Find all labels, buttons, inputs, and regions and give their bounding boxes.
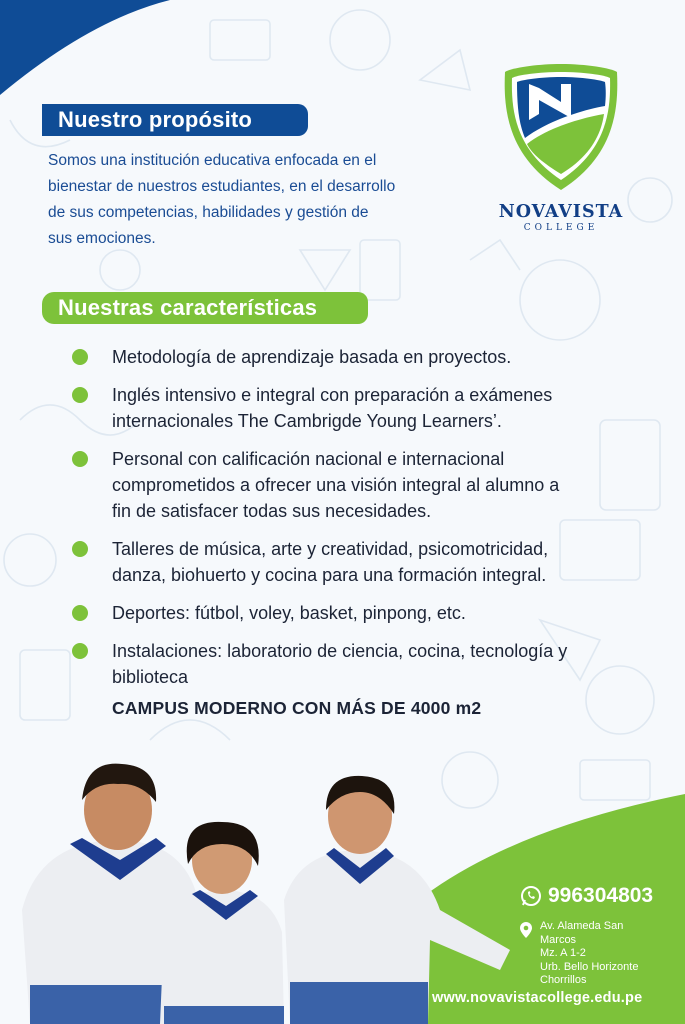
bullet-dot-icon [72,605,88,621]
bullet-dot-icon [72,541,88,557]
address-lines [540,920,653,988]
address [520,920,653,988]
feature-item [72,536,652,588]
feature-item [72,344,652,370]
top-left-corner-shape [0,0,170,95]
shield-logo-icon [501,62,621,192]
contact-block [520,884,654,986]
purpose-line: bienestar de nuestros estudiantes, en el desarrollo [48,178,396,195]
feature-item [72,638,652,690]
student-figure [284,776,510,1024]
feature-line: Personal con calificación nacional e internacional [112,449,505,469]
features-list [72,344,652,702]
logo-subtitle: COLLEGE [523,223,599,233]
feature-line: Talleres de música, arte y creatividad, psicomotricidad, [112,539,549,559]
feature-line: Metodología de aprendizaje basada en proyectos. [112,347,512,367]
student-figure [160,822,284,1024]
feature-line: danza, biohuerto y cocina para una formación integral. [112,565,547,585]
feature-line: biblioteca [112,667,189,687]
feature-line: comprometidos a ofrecer una visión integral al alumno a [112,475,560,495]
students-photo [0,760,540,1024]
novavista-logo [496,62,626,233]
feature-item [72,382,652,434]
whatsapp-icon [520,885,542,907]
campus-highlight: CAMPUS MODERNO CON MÁS DE 4000 m2 [112,698,482,718]
feature-line: Instalaciones: laboratorio de ciencia, cocina, tecnología y [112,641,568,661]
location-pin-icon [520,922,532,938]
purpose-line: Somos una institución educativa enfocada en el [48,152,377,169]
purpose-text [48,148,468,252]
bullet-dot-icon [72,387,88,403]
feature-line: internacionales The Cambrigde Young Learners’. [112,411,502,431]
purpose-title: Nuestro propósito [42,104,308,136]
website-link[interactable]: www.novavistacollege.edu.pe [432,990,643,1006]
feature-item [72,446,652,524]
feature-line: Deportes: fútbol, voley, basket, pinpong, etc. [112,603,466,623]
purpose-line: sus emociones. [48,230,156,247]
feature-line: Inglés intensivo e integral con preparación a exámenes [112,385,553,405]
feature-item [72,600,652,626]
bullet-dot-icon [72,451,88,467]
bullet-dot-icon [72,643,88,659]
bullet-dot-icon [72,349,88,365]
logo-name: NOVAVISTA [498,202,624,222]
address-line: Chorrillos [540,974,587,986]
phone-number[interactable] [520,884,653,908]
purpose-line: de sus competencias, habilidades y gestión de [48,204,369,221]
address-line: Mz. A 1-2 [540,947,586,959]
phone-number-text: 996304803 [548,884,654,907]
features-title: Nuestras características [42,292,368,324]
feature-line: fin de satisfacer todas sus necesidades. [112,501,432,521]
address-line: Urb. Bello Horizonte [540,960,639,973]
address-line: Av. Alameda San Marcos [540,920,624,946]
